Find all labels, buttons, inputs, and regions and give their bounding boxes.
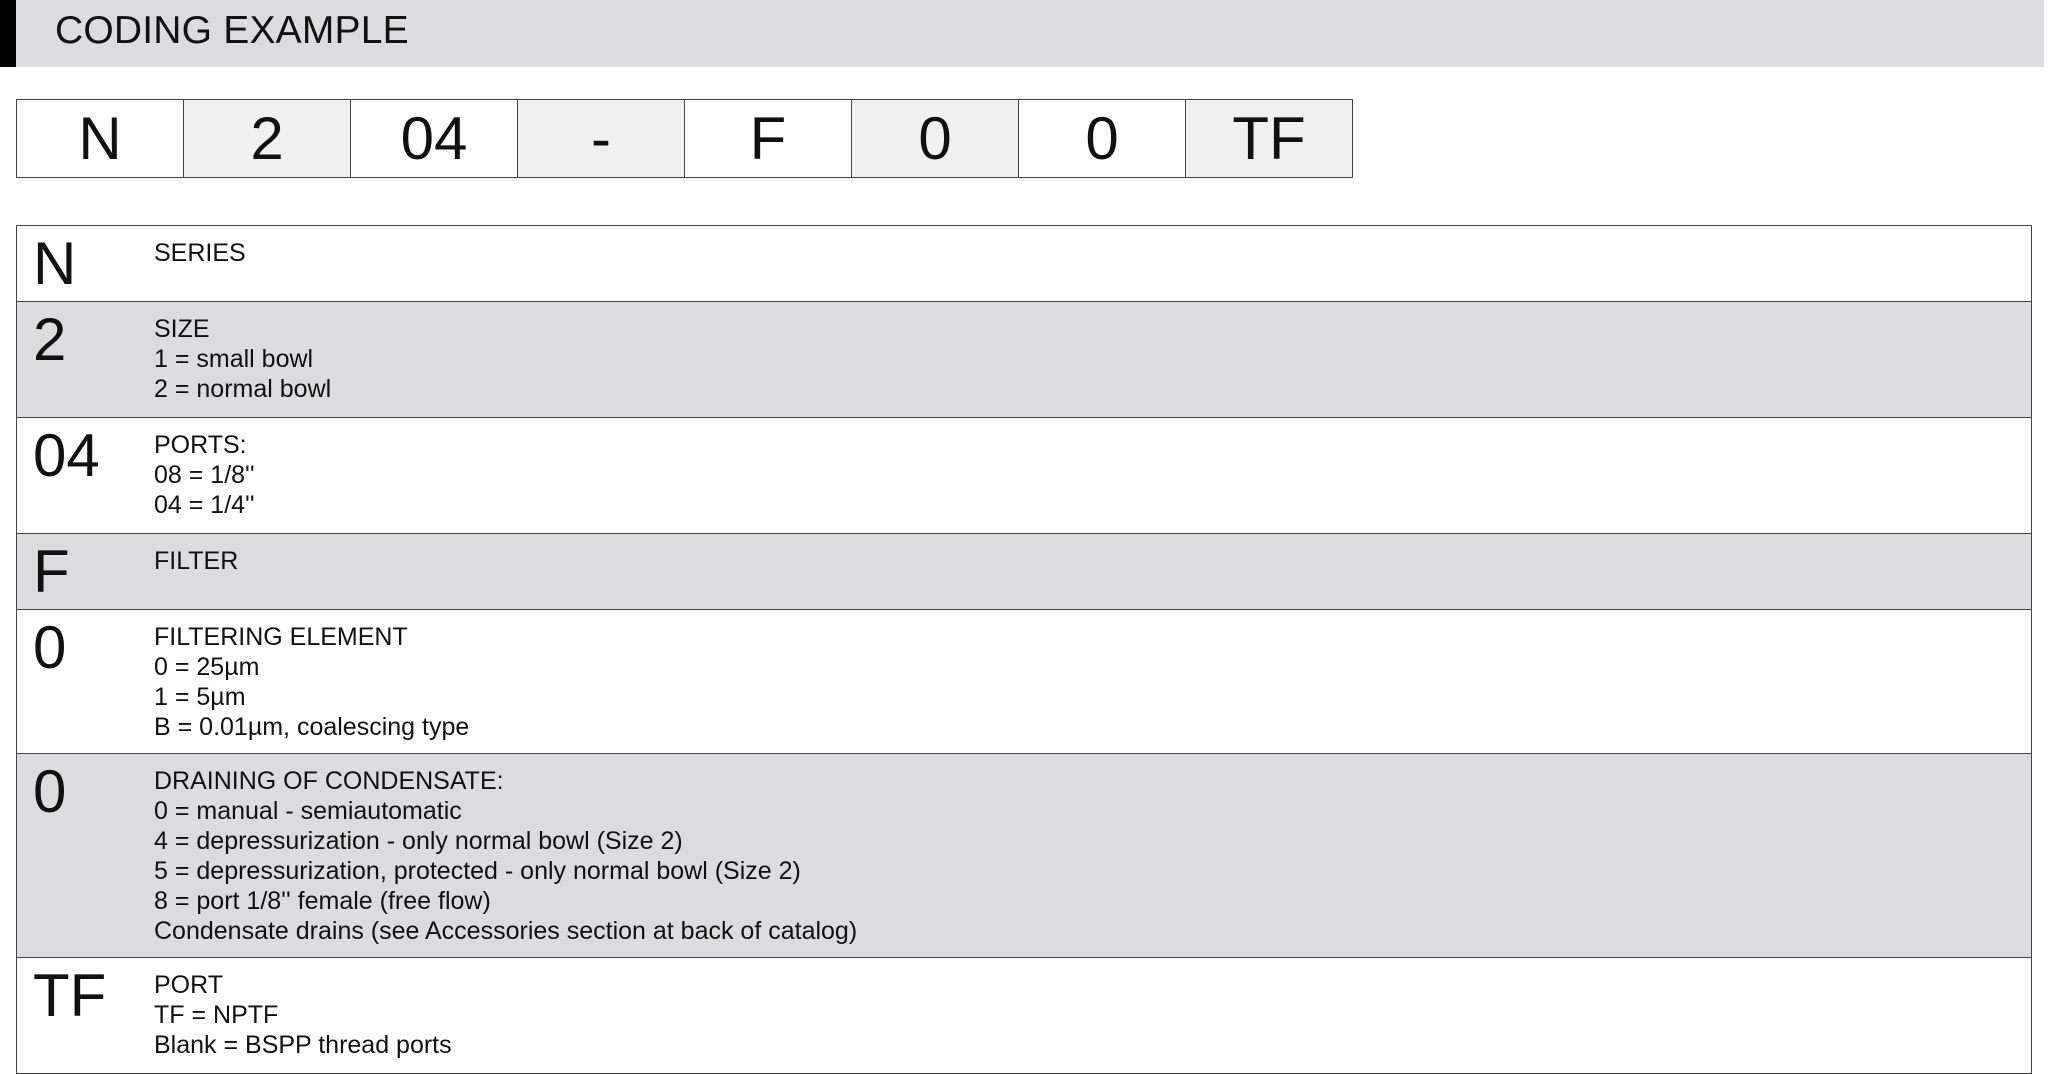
legend-heading: DRAINING OF CONDENSATE: — [154, 767, 504, 795]
code-cell: 0 — [1019, 100, 1186, 177]
code-cell: - — [518, 100, 685, 177]
coding-example-row — [16, 99, 1353, 178]
header-accent-bar — [0, 0, 16, 67]
legend-description — [154, 546, 238, 576]
legend-code: 04 — [33, 422, 100, 489]
legend-option: Blank = BSPP thread ports — [154, 1031, 452, 1059]
code-cell: 2 — [184, 100, 351, 177]
legend-code: 0 — [33, 614, 67, 681]
legend-option: 08 = 1/8'' — [154, 461, 255, 489]
legend-option: 0 = 25µm — [154, 653, 260, 681]
legend-heading: SERIES — [154, 239, 246, 267]
code-cell: F — [685, 100, 852, 177]
legend-row — [17, 754, 2031, 958]
legend-row — [17, 534, 2031, 610]
legend-code: N — [33, 230, 77, 297]
legend-heading: FILTER — [154, 547, 239, 575]
legend-row — [17, 302, 2031, 418]
legend-heading: PORT — [154, 971, 223, 999]
legend-option: 8 = port 1/8'' female (free flow) — [154, 887, 491, 915]
coding-legend-table — [16, 225, 2032, 1074]
legend-option: 0 = manual - semiautomatic — [154, 797, 462, 825]
legend-option: 2 = normal bowl — [154, 375, 332, 403]
legend-description — [154, 970, 452, 1060]
legend-row — [17, 226, 2031, 302]
legend-heading: PORTS: — [154, 431, 247, 459]
code-cell: TF — [1186, 100, 1353, 177]
legend-row — [17, 610, 2031, 754]
code-cell: 04 — [351, 100, 518, 177]
legend-option: 04 = 1/4'' — [154, 491, 255, 519]
header-bar — [0, 0, 2044, 67]
legend-description — [154, 430, 255, 520]
legend-row — [17, 418, 2031, 534]
legend-description — [154, 238, 246, 268]
legend-option: 1 = small bowl — [154, 345, 314, 373]
code-cell: 0 — [852, 100, 1019, 177]
legend-row — [17, 958, 2031, 1074]
legend-code: F — [33, 538, 70, 605]
legend-description — [154, 622, 469, 742]
legend-option: Condensate drains (see Accessories section at back of catalog) — [154, 917, 858, 945]
legend-code: 0 — [33, 758, 67, 825]
legend-heading: SIZE — [154, 315, 210, 343]
legend-option: B = 0.01µm, coalescing type — [154, 713, 470, 741]
legend-code: TF — [33, 962, 107, 1029]
legend-code: 2 — [33, 306, 67, 373]
legend-description — [154, 766, 857, 946]
legend-option: 4 = depressurization - only normal bowl (Size 2) — [154, 827, 683, 855]
legend-description — [154, 314, 331, 404]
page-title: CODING EXAMPLE — [55, 9, 409, 52]
legend-option: TF = NPTF — [154, 1001, 279, 1029]
code-cell: N — [17, 100, 184, 177]
legend-heading: FILTERING ELEMENT — [154, 623, 408, 651]
legend-option: 1 = 5µm — [154, 683, 246, 711]
legend-option: 5 = depressurization, protected - only normal bowl (Size 2) — [154, 857, 801, 885]
